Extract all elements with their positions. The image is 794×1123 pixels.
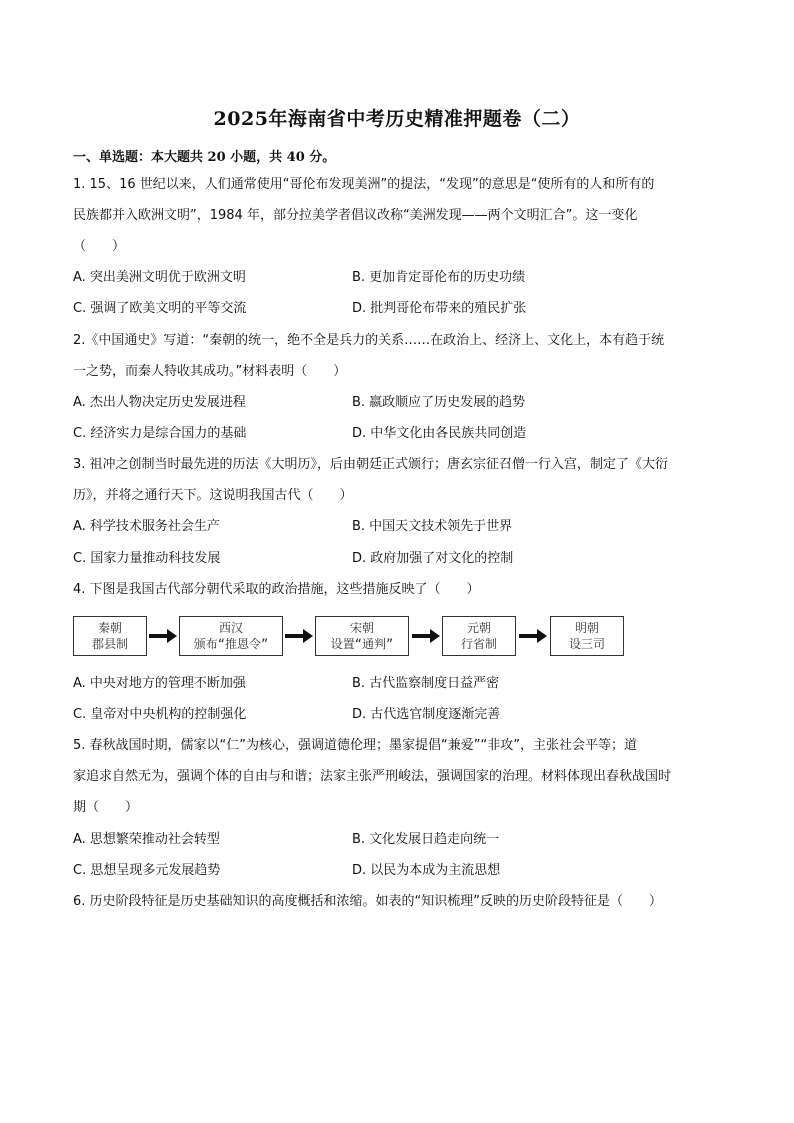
flow-box-song [315,616,409,656]
q4-option-c[interactable]: C. 皇帝对中央机构的控制强化 [73,707,247,722]
q1-option-d[interactable]: D. 批判哥伦布带来的殖民扩张 [352,301,527,316]
flow-measure-label: 设三司 [568,637,605,651]
q3-line-2: 历》，并将之通行天下。这说明我国古代（ ） [73,488,353,503]
flow-box-xihan [179,616,283,656]
q4-option-b[interactable]: B. 古代监察制度日益严密 [352,676,500,691]
q1-line-1: 1. 15、16 世纪以来，人们通常使用“哥伦布发现美洲”的提法，“发现”的意思是“使所有的人和所有的 [73,177,655,192]
q3-option-a[interactable]: A. 科学技术服务社会生产 [73,519,220,534]
q4-option-d[interactable]: D. 古代选官制度逐渐完善 [352,707,501,722]
q3-option-b[interactable]: B. 中国天文技术领先于世界 [352,519,513,534]
flow-dynasty-label: 秦朝 [97,621,122,635]
q1-option-c[interactable]: C. 强调了欧美文明的平等交流 [73,301,247,316]
flow-measure-label: 郡县制 [91,637,128,651]
q2-option-d[interactable]: D. 中华文化由各民族共同创造 [352,426,527,441]
flow-box-yuan [442,616,516,656]
q2-option-a[interactable]: A. 杰出人物决定历史发展进程 [73,395,246,410]
q5-option-b[interactable]: B. 文化发展日趋走向统一 [352,832,500,847]
flow-box-ming [550,616,624,656]
flow-box-qin [73,616,147,656]
q2-line-2: 一之势，而秦人特收其成功。”材料表明（ ） [73,364,347,379]
q6-line-1: 6. 历史阶段特征是历史基础知识的高度概括和浓缩。如表的“知识梳理”反映的历史阶段特征是（ ） [73,894,663,909]
q3-line-1: 3. 祖冲之创制当时最先进的历法《大明历》，后由朝廷正式颁行；唐玄宗征召僧一行入宫，制定了《大衍 [73,457,669,472]
q5-option-d[interactable]: D. 以民为本成为主流思想 [352,863,501,878]
q5-option-c[interactable]: C. 思想呈现多元发展趋势 [73,863,221,878]
arrow-right-icon [285,629,313,643]
flow-dynasty-label: 明朝 [574,621,599,635]
q1-option-a[interactable]: A. 突出美洲文明优于欧洲文明 [73,270,246,285]
flow-dynasty-label: 元朝 [466,621,491,635]
q1-option-b[interactable]: B. 更加肯定哥伦布的历史功绩 [352,270,526,285]
arrow-right-icon [519,629,547,643]
flow-measure-label: 颁布“推恩令” [193,637,269,651]
page-title: 2025年海南省中考历史精准押题卷（二） [213,108,581,130]
q1-line-3: （ ） [73,239,126,254]
flow-measure-label: 设置“通判” [330,637,394,651]
flow-dynasty-label: 宋朝 [349,621,374,635]
arrow-right-icon [412,629,440,643]
section-heading: 一、单选题：本大题共 20 小题，共 40 分。 [73,150,336,165]
dynasty-flow-diagram [73,616,625,658]
q2-line-1: 2.《中国通史》写道：“秦朝的统一，绝不全是兵力的关系……在政治上、经济上、文化上，本有趋于统 [73,333,665,348]
flow-dynasty-label: 西汉 [218,621,243,635]
q1-line-2: 民族都并入欧洲文明”，1984 年，部分拉美学者倡议改称“美洲发现——两个文明汇合”。这一变化 [73,208,638,223]
q2-option-b[interactable]: B. 嬴政顺应了历史发展的趋势 [352,395,526,410]
arrow-right-icon [149,629,177,643]
q5-line-1: 5. 春秋战国时期，儒家以“仁”为核心，强调道德伦理；墨家提倡“兼爱”“非攻”，主张社会平等；道 [73,738,637,753]
q3-option-d[interactable]: D. 政府加强了对文化的控制 [352,551,514,566]
q5-option-a[interactable]: A. 思想繁荣推动社会转型 [73,832,220,847]
q4-option-a[interactable]: A. 中央对地方的管理不断加强 [73,676,246,691]
q3-option-c[interactable]: C. 国家力量推动科技发展 [73,551,221,566]
q2-option-c[interactable]: C. 经济实力是综合国力的基础 [73,426,247,441]
q5-line-2: 家追求自然无为，强调个体的自由与和谐；法家主张严刑峻法，强调国家的治理。材料体现出春秋战国时 [73,769,672,784]
q4-line-1: 4. 下图是我国古代部分朝代采取的政治措施，这些措施反映了（ ） [73,582,480,597]
flow-measure-label: 行省制 [460,637,497,651]
q5-line-3: 期（ ） [73,800,139,815]
